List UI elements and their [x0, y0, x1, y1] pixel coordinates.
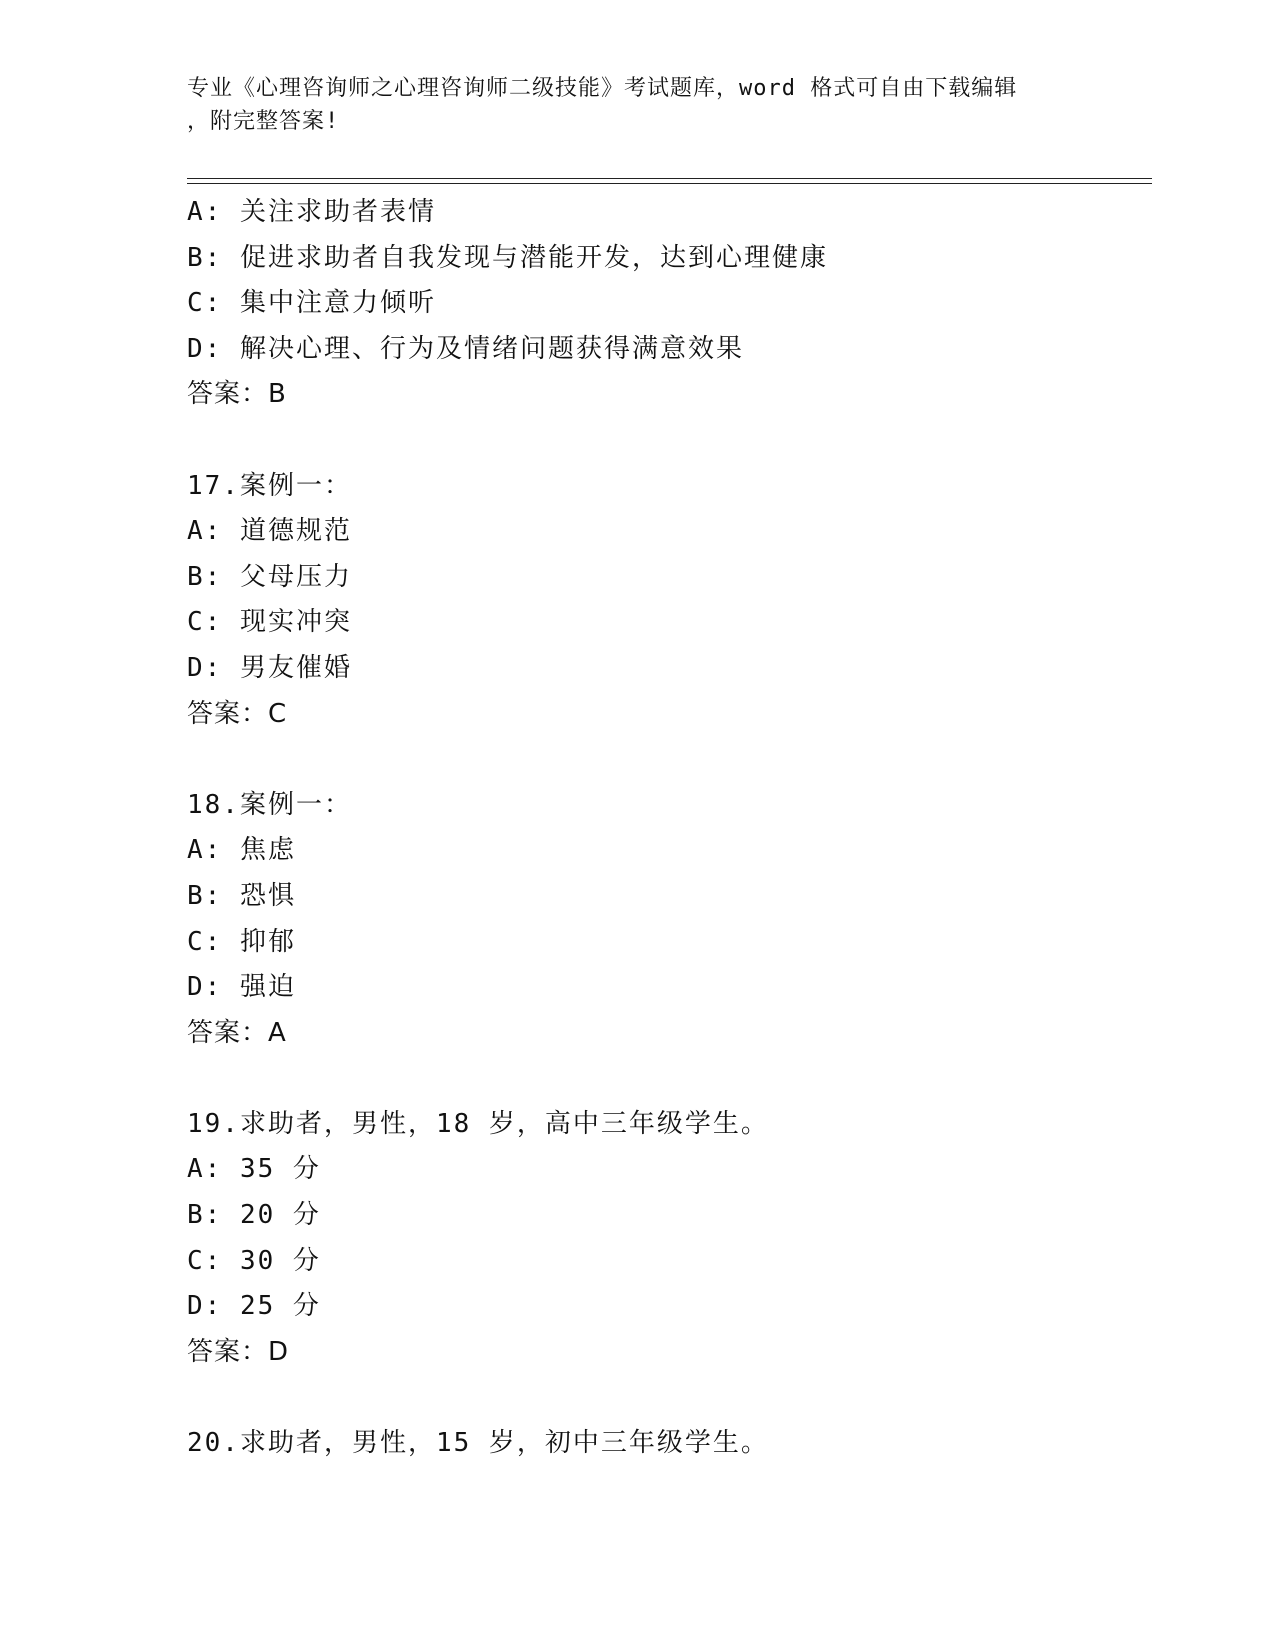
- question-19: [187, 1102, 1147, 1376]
- question-stem: 17.案例一：: [187, 470, 352, 501]
- header-line-2: ，附完整答案!: [187, 109, 340, 134]
- question-17: [187, 464, 1147, 738]
- question-16: [187, 190, 1147, 418]
- question-18: [187, 783, 1147, 1057]
- answer-line: 答案：C: [187, 698, 288, 729]
- option-c: C: 30 分: [187, 1245, 321, 1276]
- option-b: B: 20 分: [187, 1200, 321, 1231]
- option-b: B: 父母压力: [187, 561, 352, 592]
- header-line-1: 专业《心理咨询师之心理咨询师二级技能》考试题库，word 格式可自由下载编辑: [187, 76, 1018, 101]
- answer-line: 答案：D: [187, 1336, 290, 1367]
- option-c: C: 集中注意力倾听: [187, 288, 436, 319]
- question-list: [187, 190, 1147, 1467]
- option-d: D: 25 分: [187, 1291, 321, 1322]
- answer-line: 答案：B: [187, 379, 287, 410]
- option-d: D: 男友催婚: [187, 652, 352, 683]
- spacer: [187, 1375, 1147, 1421]
- header-divider-top: [187, 178, 1152, 179]
- option-a: A: 道德规范: [187, 516, 352, 547]
- option-c: C: 抑郁: [187, 926, 296, 957]
- question-stem: 18.案例一：: [187, 789, 352, 820]
- question-20: [187, 1421, 1147, 1467]
- document-header: [187, 72, 1077, 138]
- option-c: C: 现实冲突: [187, 607, 352, 638]
- option-b: B: 促进求助者自我发现与潜能开发，达到心理健康: [187, 242, 828, 273]
- header-divider-bottom: [187, 183, 1152, 184]
- option-d: D: 强迫: [187, 972, 296, 1003]
- option-a: A: 35 分: [187, 1154, 321, 1185]
- option-a: A: 关注求助者表情: [187, 197, 436, 227]
- spacer: [187, 418, 1147, 464]
- question-stem: 20.求助者，男性，15 岁，初中三年级学生。: [187, 1428, 769, 1459]
- spacer: [187, 737, 1147, 783]
- option-a: A: 焦虑: [187, 835, 296, 866]
- spacer: [187, 1056, 1147, 1102]
- answer-line: 答案：A: [187, 1017, 287, 1048]
- option-b: B: 恐惧: [187, 880, 296, 911]
- option-d: D: 解决心理、行为及情绪问题获得满意效果: [187, 333, 744, 364]
- question-stem: 19.求助者，男性，18 岁，高中三年级学生。: [187, 1108, 769, 1139]
